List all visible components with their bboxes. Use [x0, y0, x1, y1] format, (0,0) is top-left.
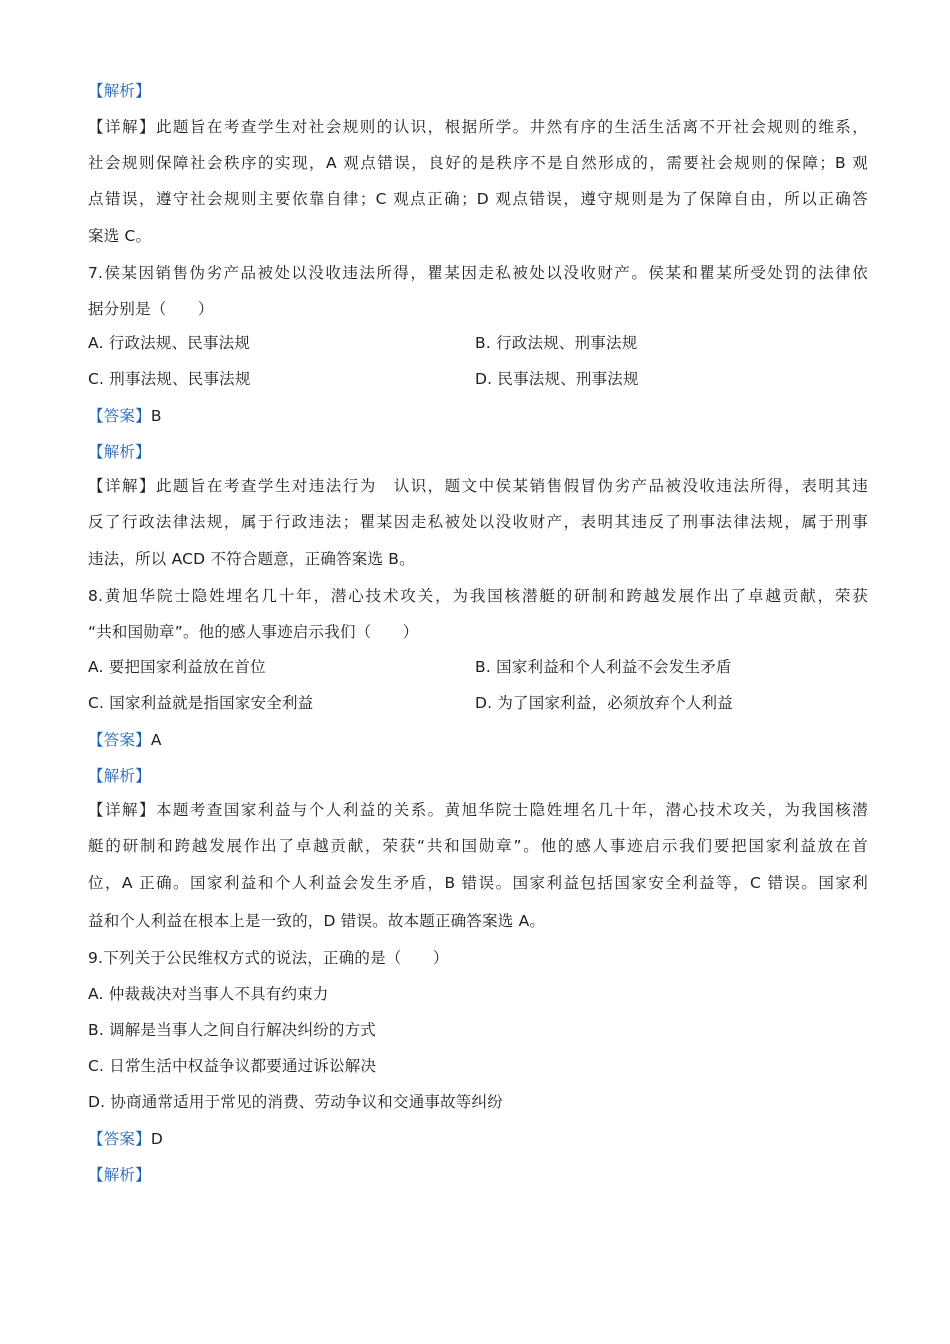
answer-value: B	[150, 407, 162, 425]
question-9-answer	[88, 1127, 868, 1151]
question-8-detail-line: 艇的研制和跨越发展作出了卓越贡献，荣获“共和国勋章”。他的感人事迹启示我们要把国家利益放在首	[88, 837, 868, 855]
detail-paragraph-line: 案选 C。	[88, 227, 152, 245]
analysis-tag: 【解析】	[88, 767, 151, 785]
question-7-stem-cont: 据分别是（ ）	[88, 300, 214, 318]
analysis-tag: 【解析】	[88, 443, 151, 461]
detail-paragraph-line	[88, 115, 868, 139]
question-8-stem-cont: “共和国勋章”。他的感人事迹启示我们（ ）	[88, 623, 419, 641]
question-9-option-b: B. 调解是当事人之间自行解决纠纷的方式	[88, 1021, 376, 1039]
question-7-option-c: C. 刑事法规、民事法规	[88, 370, 251, 388]
question-8-analysis-heading	[88, 764, 868, 788]
detail-text: 此题旨在考查学生对社会规则的认识，根据所学。井然有序的生活生活离不开社会规则的维系，	[155, 118, 868, 136]
question-8-answer	[88, 728, 868, 752]
detail-paragraph-line: 社会规则保障社会秩序的实现，A 观点错误，良好的是秩序不是自然形成的，需要社会规则的保障；B 观	[88, 154, 868, 172]
question-8-detail-line: 位，A 正确。国家利益和个人利益会发生矛盾，B 错误。国家利益包括国家安全利益等，C 错误。国家利	[88, 874, 868, 892]
question-8-option-b: B. 国家利益和个人利益不会发生矛盾	[475, 658, 732, 676]
question-7-option-d: D. 民事法规、刑事法规	[475, 370, 639, 388]
question-9-option-c: C. 日常生活中权益争议都要通过诉讼解决	[88, 1057, 377, 1075]
question-7-detail-line: 反了行政法律法规，属于行政违法；瞿某因走私被处以没收财产，表明其违反了刑事法律法规，属于刑事	[88, 513, 868, 531]
detail-tag: 【详解】	[88, 801, 156, 819]
question-8-option-d: D. 为了国家利益，必须放弃个人利益	[475, 694, 733, 712]
question-8-option-a: A. 要把国家利益放在首位	[88, 658, 266, 676]
detail-text: 此题旨在考查学生对违法行为 认识，题文中侯某销售假冒伪劣产品被没收违法所得，表明其违	[155, 477, 868, 495]
answer-value: A	[150, 731, 162, 749]
question-9-option-a: A. 仲裁裁决对当事人不具有约束力	[88, 985, 329, 1003]
question-8-detail-line	[88, 798, 868, 822]
question-7-detail-line: 违法，所以 ACD 不符合题意，正确答案选 B。	[88, 550, 415, 568]
detail-tag: 【详解】	[88, 118, 156, 136]
detail-paragraph-line: 点错误，遵守社会规则主要依靠自律；C 观点正确；D 观点错误，遵守规则是为了保障自由，所以正确答	[88, 190, 868, 208]
question-9-analysis-heading	[88, 1163, 868, 1187]
question-7-option-b: B. 行政法规、刑事法规	[475, 334, 638, 352]
question-9-stem: 9.下列关于公民维权方式的说法，正确的是（ ）	[88, 949, 449, 967]
answer-tag: 【答案】	[88, 731, 151, 749]
analysis-tag: 【解析】	[88, 1166, 151, 1184]
question-8-stem: 8.黄旭华院士隐姓埋名几十年，潜心技术攻关，为我国核潜艇的研制和跨越发展作出了卓越贡献，荣获	[88, 587, 868, 605]
question-7-analysis-heading	[88, 440, 868, 464]
question-7-answer	[88, 404, 868, 428]
question-7-detail-line	[88, 474, 868, 498]
analysis-tag: 【解析】	[88, 82, 151, 100]
question-7-stem: 7.侯某因销售伪劣产品被处以没收违法所得，瞿某因走私被处以没收财产。侯某和瞿某所受处罚的法律依	[88, 264, 868, 282]
answer-tag: 【答案】	[88, 407, 151, 425]
question-8-detail-line: 益和个人利益在根本上是一致的，D 错误。故本题正确答案选 A。	[88, 912, 546, 930]
answer-value: D	[150, 1130, 163, 1148]
detail-text: 本题考查国家利益与个人利益的关系。黄旭华院士隐姓埋名几十年，潜心技术攻关，为我国核潜	[155, 801, 868, 819]
question-7-option-a: A. 行政法规、民事法规	[88, 334, 251, 352]
question-9-option-d: D. 协商通常适用于常见的消费、劳动争议和交通事故等纠纷	[88, 1093, 503, 1111]
question-8-option-c: C. 国家利益就是指国家安全利益	[88, 694, 314, 712]
detail-tag: 【详解】	[88, 477, 156, 495]
analysis-heading	[88, 79, 868, 103]
answer-tag: 【答案】	[88, 1130, 151, 1148]
